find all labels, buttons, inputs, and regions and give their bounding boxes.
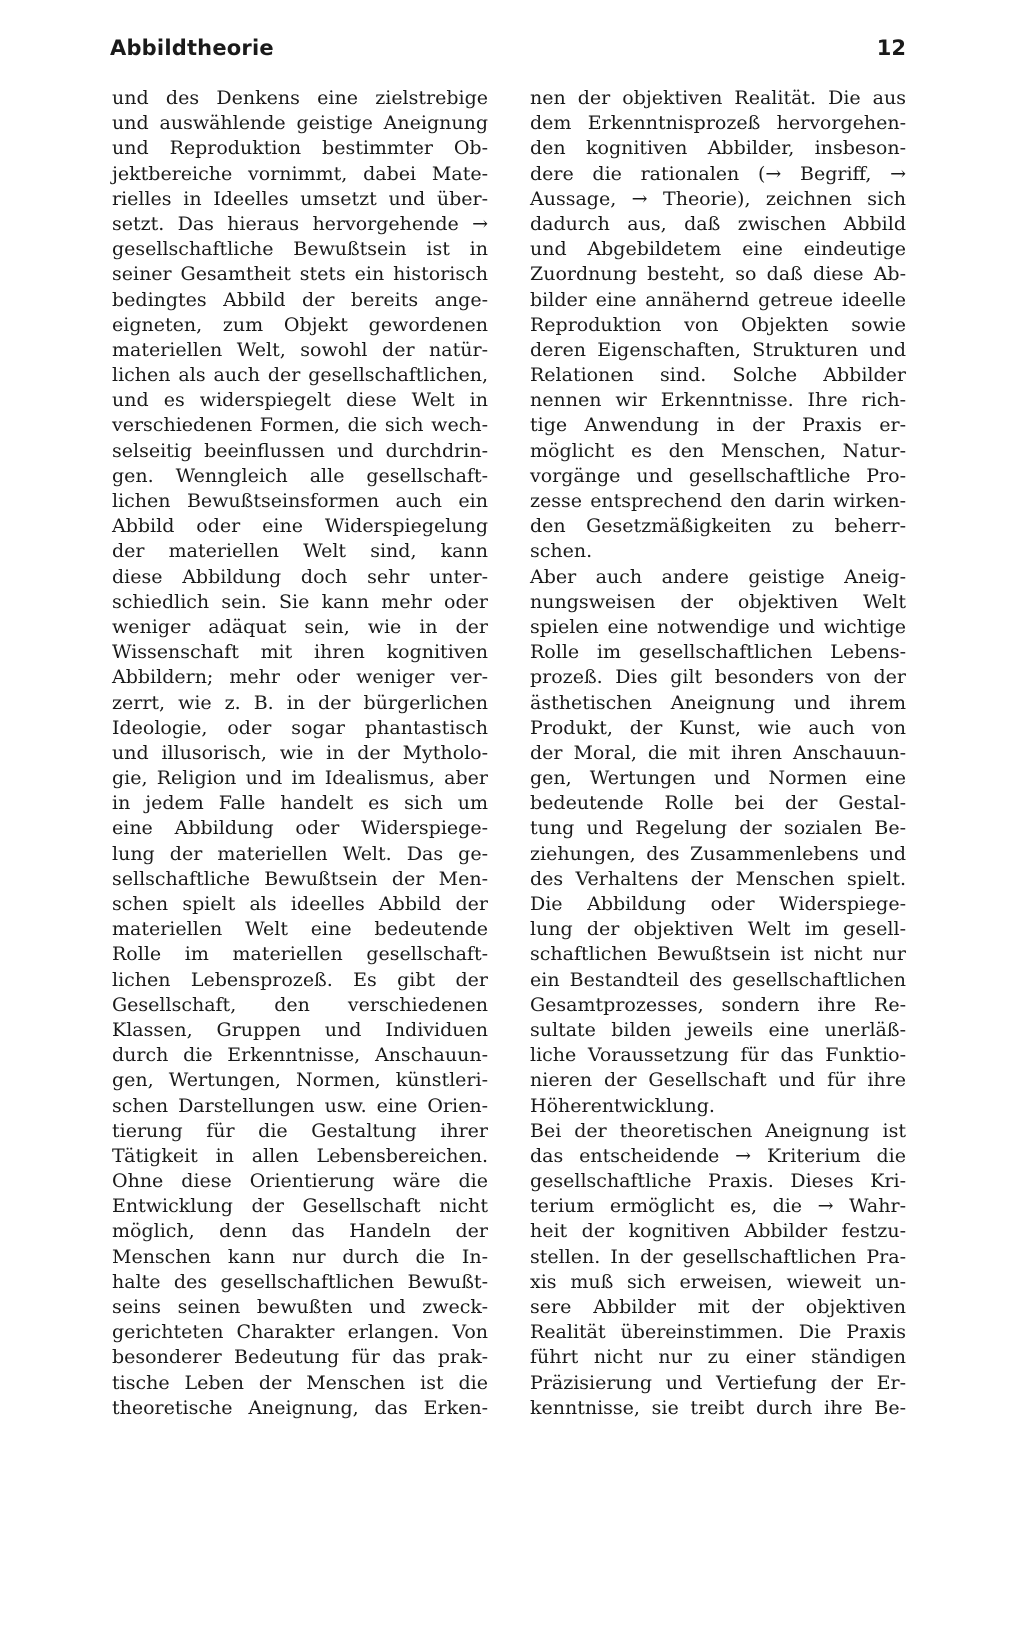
text-line: tung und Regelung der sozialen Be-: [530, 817, 906, 840]
text-line: kenntnisse, sie treibt durch ihre Be-: [530, 1396, 906, 1419]
text-line: lung der objektiven Welt im gesell-: [530, 918, 906, 941]
text-line: tierung für die Gestaltung ihrer: [112, 1119, 488, 1142]
text-line: tische Leben der Menschen ist die: [112, 1371, 488, 1394]
text-line: Zuordnung besteht, so daß diese Ab-: [530, 263, 906, 286]
text-line: durch die Erkenntnisse, Anschauun-: [112, 1044, 488, 1067]
text-line: dem Erkenntnisprozeß hervorgehen-: [530, 112, 906, 135]
text-line: besonderer Bedeutung für das prak-: [112, 1346, 488, 1369]
text-line: stellen. In der gesellschaftlichen Pra-: [530, 1245, 906, 1268]
text-line: und es widerspiegelt diese Welt in: [112, 389, 488, 412]
text-line: eigneten, zum Objekt gewordenen: [112, 313, 488, 336]
text-line: schen Darstellungen usw. eine Orien-: [112, 1094, 488, 1117]
text-line: Tätigkeit in allen Lebensbereichen.: [112, 1144, 488, 1167]
text-line: und auswählende geistige Aneignung: [112, 112, 488, 135]
text-line: Entwicklung der Gesellschaft nicht: [112, 1195, 488, 1218]
text-line: gerichteten Charakter erlangen. Von: [112, 1321, 488, 1344]
text-line: nungsweisen der objektiven Welt: [530, 590, 906, 613]
text-line: diese Abbildung doch sehr unter-: [112, 565, 488, 588]
text-line: gesellschaftliche Bewußtsein ist in: [112, 238, 488, 261]
text-line: eine Abbildung oder Widerspiege-: [112, 817, 488, 840]
text-line: und des Denkens eine zielstrebige: [112, 87, 488, 109]
text-line: lichen Lebensprozeß. Es gibt der: [112, 968, 488, 991]
text-line: schen.: [530, 540, 593, 563]
text-line: materiellen Welt eine bedeutende: [112, 918, 488, 941]
text-line: Die Abbildung oder Widerspiege-: [530, 893, 906, 915]
text-line: Rolle im gesellschaftlichen Lebens-: [530, 641, 906, 664]
text-line: Abbildern; mehr oder weniger ver-: [112, 666, 488, 689]
text-line: der materiellen Welt sind, kann: [112, 540, 488, 563]
text-line: ästhetischen Aneignung und ihrem: [530, 691, 906, 714]
text-line: führt nicht nur zu einer ständigen: [530, 1346, 906, 1369]
text-line: Abbild oder eine Widerspiegelung: [112, 515, 488, 538]
text-line: gie, Religion und im Idealismus, aber: [112, 767, 488, 790]
text-line: den kognitiven Abbilder, insbeson-: [530, 137, 906, 160]
text-line: nennen wir Erkenntnisse. Ihre rich-: [530, 389, 906, 412]
text-line: den Gesetzmäßigkeiten zu beherr-: [530, 515, 906, 538]
text-line: schen spielt als ideelles Abbild der: [112, 893, 488, 915]
text-line: sultate bilden jeweils eine unerläß-: [530, 1018, 906, 1041]
text-line: dadurch aus, daß zwischen Abbild: [530, 212, 906, 235]
page-number: 12: [876, 36, 906, 60]
text-line: dere die rationalen (→ Begriff, →: [530, 162, 906, 185]
page-title: Abbildtheorie: [110, 36, 274, 60]
text-line: Aber auch andere geistige Aneig-: [530, 565, 906, 588]
text-line: möglicht es den Menschen, Natur-: [530, 439, 906, 462]
text-line: sere Abbilder mit der objektiven: [530, 1296, 906, 1318]
text-line: selseitig beeinflussen und durchdrin-: [112, 439, 488, 462]
text-line: Klassen, Gruppen und Individuen: [112, 1018, 488, 1041]
text-line: Relationen sind. Solche Abbilder: [530, 364, 906, 387]
text-line: schaftlichen Bewußtsein ist nicht nur: [530, 943, 906, 966]
text-line: das entscheidende → Kriterium die: [530, 1144, 906, 1167]
text-line: weniger adäquat sein, wie in der: [112, 615, 488, 638]
text-line: nieren der Gesellschaft und für ihre: [530, 1069, 906, 1092]
text-line: Menschen kann nur durch die In-: [112, 1245, 488, 1268]
text-line: jektbereiche vornimmt, dabei Mate-: [112, 162, 488, 185]
text-line: Gesellschaft, den verschiedenen: [112, 993, 488, 1016]
text-line: Wissenschaft mit ihren kognitiven: [112, 641, 488, 664]
text-line: und Reproduktion bestimmter Ob-: [112, 137, 488, 160]
text-line: ein Bestandteil des gesellschaftlichen: [530, 968, 906, 991]
text-line: seiner Gesamtheit stets ein historisch: [112, 263, 488, 286]
text-line: bedeutende Rolle bei der Gestal-: [530, 792, 906, 815]
text-line: materiellen Welt, sowohl der natür-: [112, 338, 488, 361]
text-line: der Moral, die mit ihren Anschauun-: [530, 741, 906, 764]
text-line: deren Eigenschaften, Strukturen und: [530, 338, 906, 361]
text-line: Reproduktion von Objekten sowie: [530, 313, 906, 336]
text-line: theoretische Aneignung, das Erken-: [112, 1396, 488, 1419]
text-line: terium ermöglicht es, die → Wahr-: [530, 1195, 906, 1218]
text-line: sellschaftliche Bewußtsein der Men-: [112, 867, 488, 890]
text-line: Ideologie, oder sogar phantastisch: [112, 716, 488, 739]
text-line: rielles in Ideelles umsetzt und über-: [112, 187, 488, 210]
text-line: verschiedenen Formen, die sich wech-: [112, 414, 488, 437]
text-line: nen der objektiven Realität. Die aus: [530, 87, 906, 109]
text-line: Produkt, der Kunst, wie auch von: [530, 716, 906, 739]
text-line: lichen als auch der gesellschaftlichen,: [112, 364, 488, 387]
text-line: in jedem Falle handelt es sich um: [112, 792, 488, 815]
text-line: gesellschaftliche Praxis. Dieses Kri-: [530, 1170, 906, 1193]
text-line: lung der materiellen Welt. Das ge-: [112, 842, 488, 865]
text-line: spielen eine notwendige und wichtige: [530, 615, 906, 638]
text-line: halte des gesellschaftlichen Bewußt-: [112, 1270, 488, 1293]
text-line: ziehungen, des Zusammenlebens und: [530, 842, 906, 865]
text-line: Realität übereinstimmen. Die Praxis: [530, 1321, 906, 1344]
text-line: zesse entsprechend den darin wirken-: [530, 490, 906, 512]
text-column-right: [530, 86, 906, 1421]
text-line: lichen Bewußtseinsformen auch ein: [112, 490, 488, 512]
text-line: gen, Wertungen und Normen eine: [530, 767, 906, 790]
text-line: vorgänge und gesellschaftliche Pro-: [530, 464, 906, 487]
text-line: Höherentwicklung.: [530, 1094, 715, 1117]
text-line: Rolle im materiellen gesellschaft-: [112, 943, 488, 966]
text-line: und illusorisch, wie in der Mytholo-: [112, 741, 488, 764]
text-line: gen, Wertungen, Normen, künstleri-: [112, 1069, 488, 1092]
text-line: prozeß. Dies gilt besonders von der: [530, 666, 906, 689]
text-line: seins seinen bewußten und zweck-: [112, 1296, 488, 1318]
text-line: Gesamtprozesses, sondern ihre Re-: [530, 993, 906, 1016]
text-line: möglich, denn das Handeln der: [112, 1220, 488, 1243]
text-line: tige Anwendung in der Praxis er-: [530, 414, 906, 437]
text-line: Aussage, → Theorie), zeichnen sich: [530, 187, 906, 210]
text-line: setzt. Das hieraus hervorgehende →: [112, 212, 488, 235]
text-line: bilder eine annähernd getreue ideelle: [530, 288, 906, 311]
text-line: heit der kognitiven Abbilder festzu-: [530, 1220, 906, 1243]
text-line: zerrt, wie z. B. in der bürgerlichen: [112, 691, 488, 714]
text-line: und Abgebildetem eine eindeutige: [530, 238, 906, 261]
text-line: Bei der theoretischen Aneignung ist: [530, 1119, 906, 1142]
text-column-left: [112, 86, 488, 1421]
text-line: liche Voraussetzung für das Funktio-: [530, 1044, 906, 1067]
text-line: bedingtes Abbild der bereits ange-: [112, 288, 488, 311]
text-line: des Verhaltens der Menschen spielt.: [530, 867, 906, 890]
text-line: schiedlich sein. Sie kann mehr oder: [112, 590, 488, 613]
text-line: Ohne diese Orientierung wäre die: [112, 1170, 488, 1193]
text-line: gen. Wenngleich alle gesellschaft-: [112, 464, 488, 487]
text-line: Präzisierung und Vertiefung der Er-: [530, 1371, 906, 1394]
text-line: xis muß sich erweisen, wieweit un-: [530, 1270, 906, 1293]
